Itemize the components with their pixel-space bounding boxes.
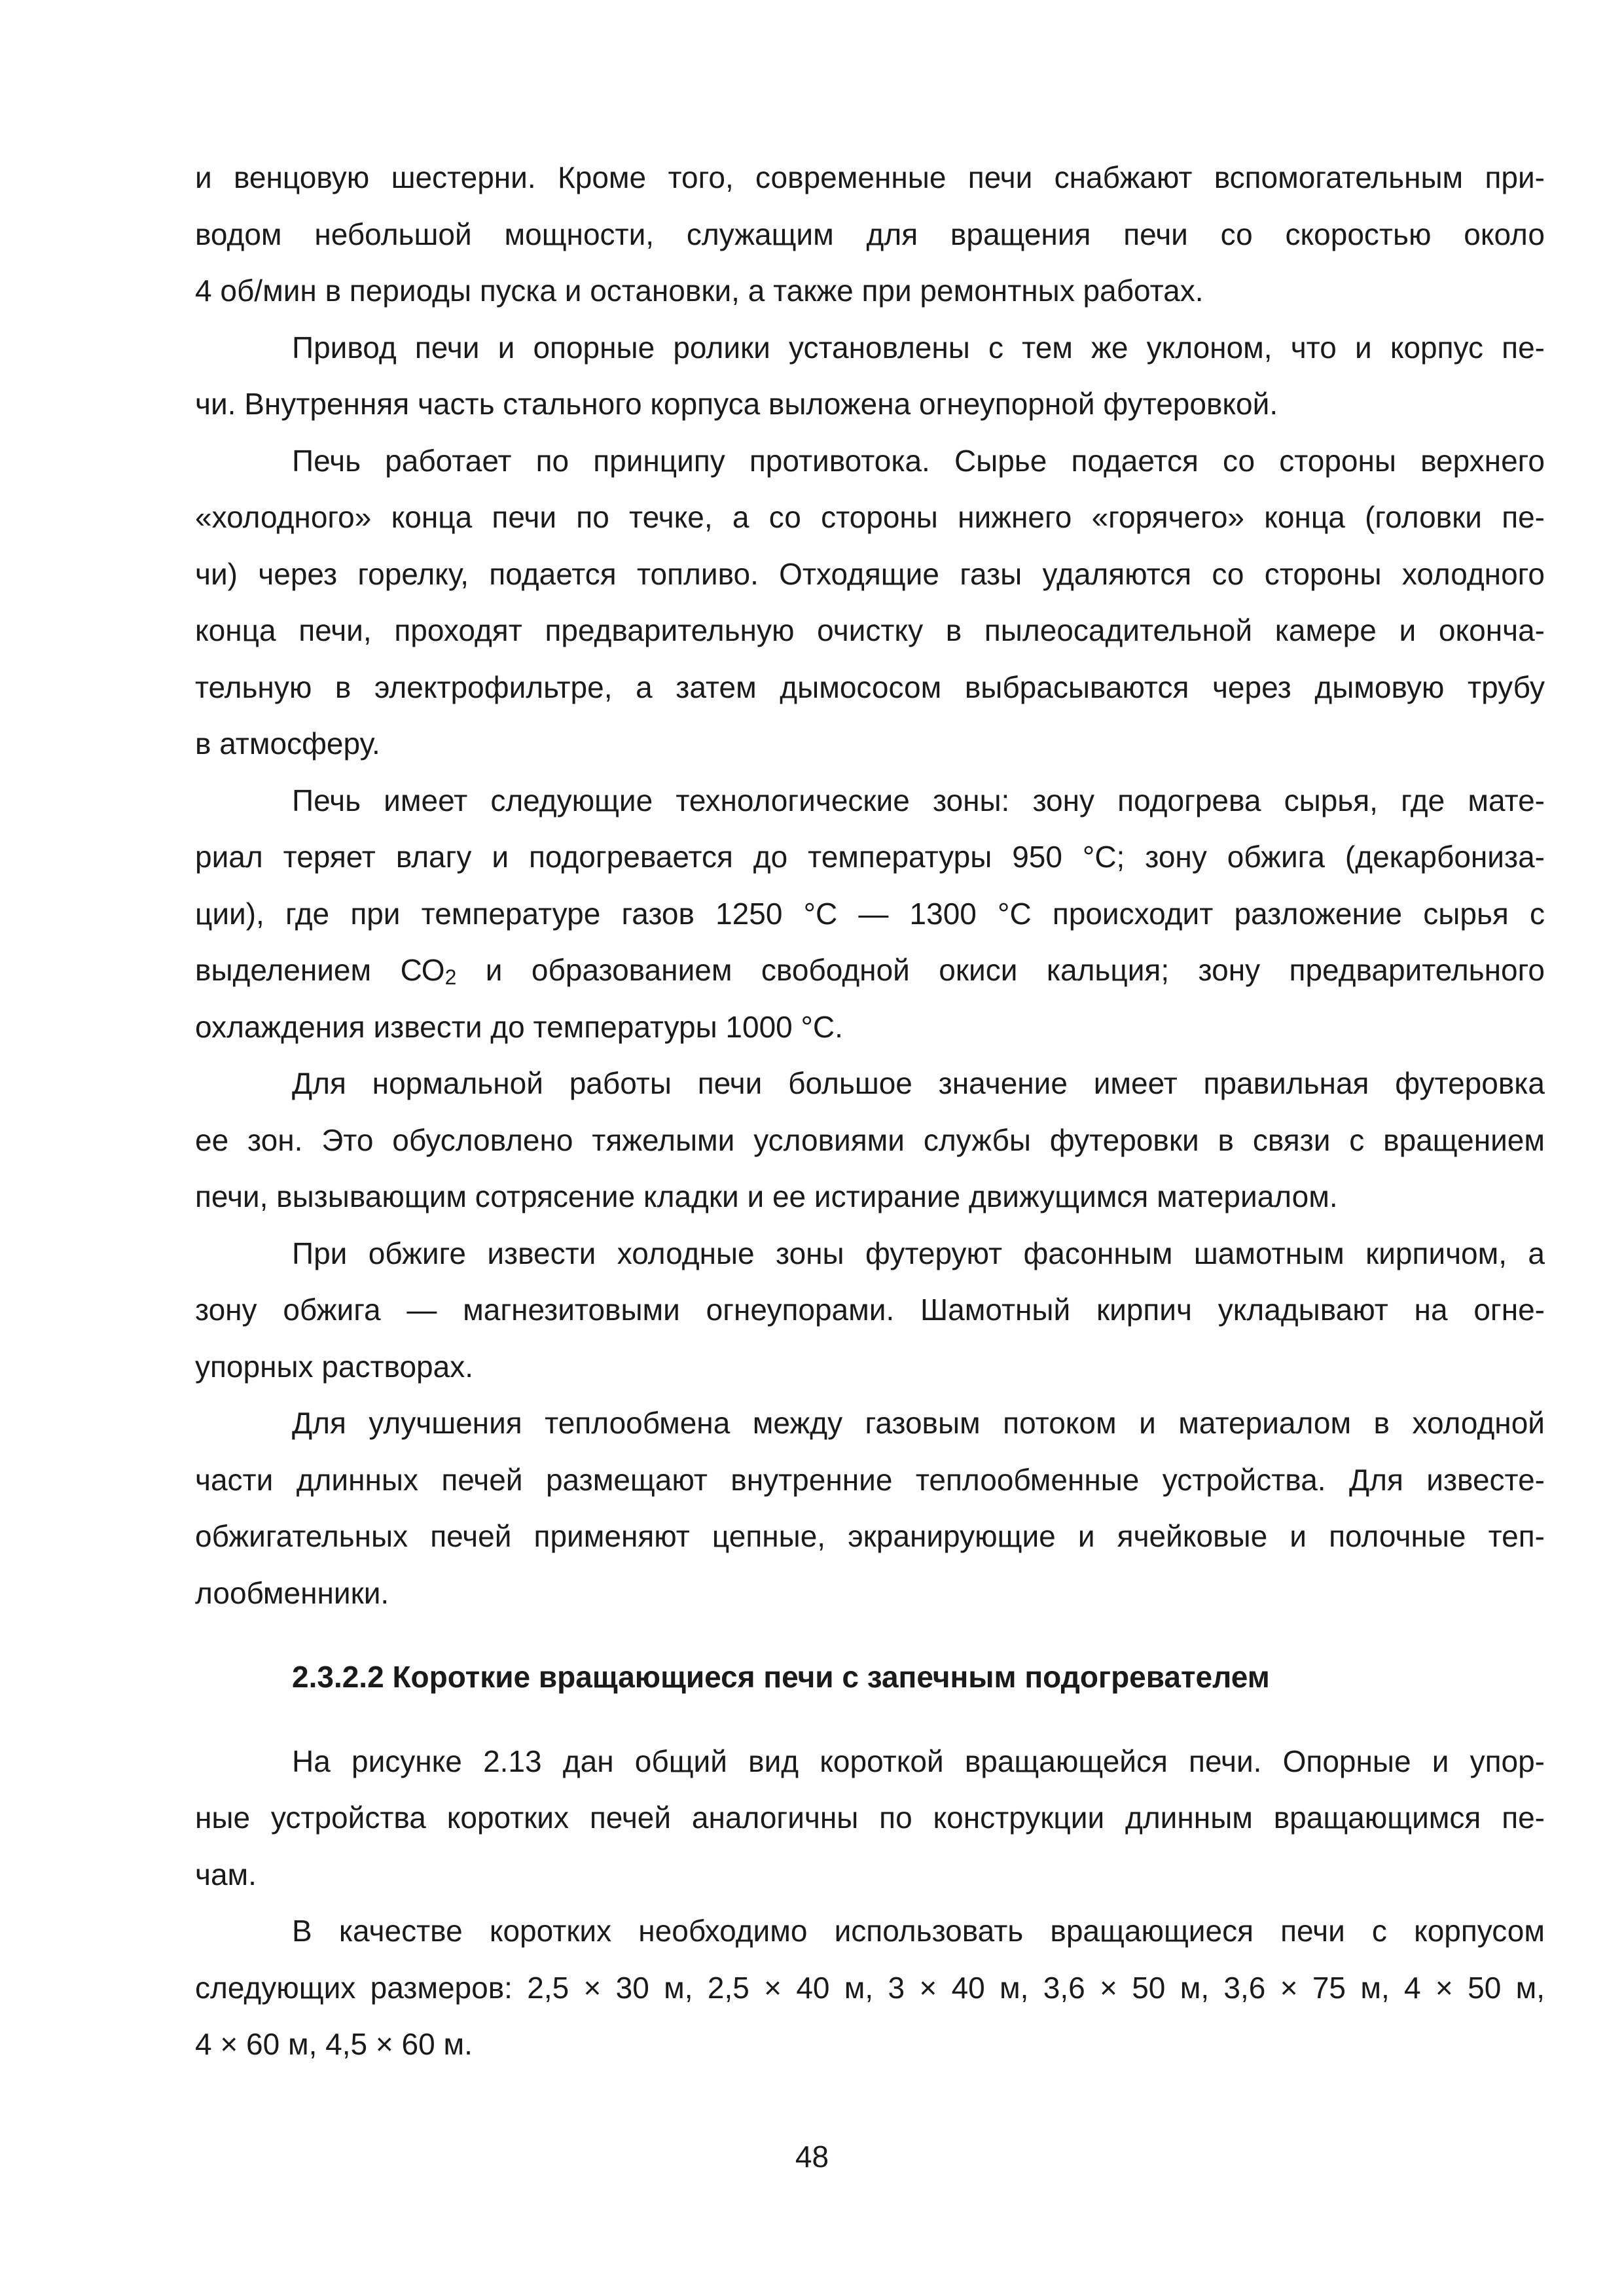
section-heading: 2.3.2.2 Короткие вращающиеся печи с запечным подогревателем xyxy=(292,1660,1270,1694)
text-line: ции), где при температуре газов 1250 °С — 1300 °С происходит разложение сырья с xyxy=(195,896,1545,931)
text-line: следующих размеров: 2,5 × 30 м, 2,5 × 40 м, 3 × 40 м, 3,6 × 50 м, 3,6 × 75 м, 4 × 50 м, xyxy=(195,1970,1545,2005)
co2-line-rest: и образованием свободной окиси кальция; зону предварительного xyxy=(456,953,1545,987)
text-line: При обжиге извести холодные зоны футеруют фасонным шамотным кирпичом, а xyxy=(292,1236,1545,1270)
text-line: зону обжига — магнезитовыми огнеупорами. Шамотный кирпич укладывают на огне- xyxy=(195,1293,1545,1327)
text-line: риал теряет влагу и подогревается до температуры 950 °С; зону обжига (декарбониза- xyxy=(195,840,1545,874)
text-line: конца печи, проходят предварительную очистку в пылеосадительной камере и оконча- xyxy=(195,613,1545,647)
text-line: печи, вызывающим сотрясение кладки и ее истирание движущимся материалом. xyxy=(195,1179,1338,1213)
text-line: 4 об/мин в периоды пуска и остановки, а также при ремонтных работах. xyxy=(195,274,1204,308)
text-line: ные устройства коротких печей аналогичны по конструкции длинным вращающимся пе- xyxy=(195,1801,1545,1835)
paragraph-technological-zones xyxy=(195,772,1545,1056)
paragraph-kiln-sizes xyxy=(195,1903,1545,2073)
co2-subscript: 2 xyxy=(444,965,457,989)
text-line-co2 xyxy=(195,942,1545,999)
paragraph-kiln-rollers xyxy=(195,319,1545,433)
text-line: На рисунке 2.13 дан общий вид короткой вращающейся печи. Опорные и упор- xyxy=(292,1744,1545,1778)
paragraph-lining xyxy=(195,1055,1545,1225)
text-line: в атмосферу. xyxy=(195,726,380,761)
text-line: тельную в электрофильтре, а затем дымососом выбрасываются через дымовую трубу xyxy=(195,670,1545,704)
text-line: чи) через горелку, подается топливо. Отходящие газы удаляются со стороны холодного xyxy=(195,556,1545,591)
page-number: 48 xyxy=(795,2140,829,2174)
paragraph-counterflow xyxy=(195,433,1545,772)
text-line: Для нормальной работы печи большое значение имеет правильная футеровка xyxy=(292,1066,1545,1100)
text-line: ее зон. Это обусловлено тяжелыми условиями службы футеровки в связи с вращением xyxy=(195,1122,1545,1157)
document-page xyxy=(195,149,1545,2073)
paragraph-firing-zones xyxy=(195,1225,1545,1395)
text-line: чи. Внутренняя часть стального корпуса выложена огнеупорной футеровкой. xyxy=(195,387,1278,421)
text-line: В качестве коротких необходимо использовать вращающиеся печи с корпусом xyxy=(292,1914,1545,1948)
text-line: Печь работает по принципу противотока. Сырье подается со стороны верхнего xyxy=(292,443,1545,478)
text-line: лообменники. xyxy=(195,1575,389,1610)
text-line: упорных растворах. xyxy=(195,1349,474,1384)
paragraph-heat-exchange xyxy=(195,1395,1545,1621)
text-line: части длинных печей размещают внутренние теплообменные устройства. Для известе- xyxy=(195,1462,1545,1497)
text-line: Печь имеет следующие технологические зоны: зону подогрева сырья, где мате- xyxy=(292,783,1545,817)
text-line: обжигательных печей применяют цепные, экранирующие и ячейковые и полочные теп- xyxy=(195,1519,1545,1553)
text-line: «холодного» конца печи по течке, а со стороны нижнего «горячего» конца (головки пе- xyxy=(195,500,1545,534)
text-line: водом небольшой мощности, служащим для вращения печи со скоростью около xyxy=(195,217,1545,251)
text-line: 4 × 60 м, 4,5 × 60 м. xyxy=(195,2027,473,2061)
text-line: охлаждения извести до температуры 1000 °С. xyxy=(195,1009,843,1044)
text-line: чам. xyxy=(195,1857,257,1892)
paragraph-short-kiln-overview xyxy=(195,1733,1545,1903)
text-line: Привод печи и опорные ролики установлены с тем же уклоном, что и корпус пе- xyxy=(292,330,1545,365)
paragraph-kiln-drive xyxy=(195,149,1545,319)
co2-text: выделением СО xyxy=(195,953,445,987)
text-line: Для улучшения теплообмена между газовым потоком и материалом в холодной xyxy=(292,1406,1545,1440)
text-line: и венцовую шестерни. Кроме того, современные печи снабжают вспомогательным при- xyxy=(195,160,1545,194)
